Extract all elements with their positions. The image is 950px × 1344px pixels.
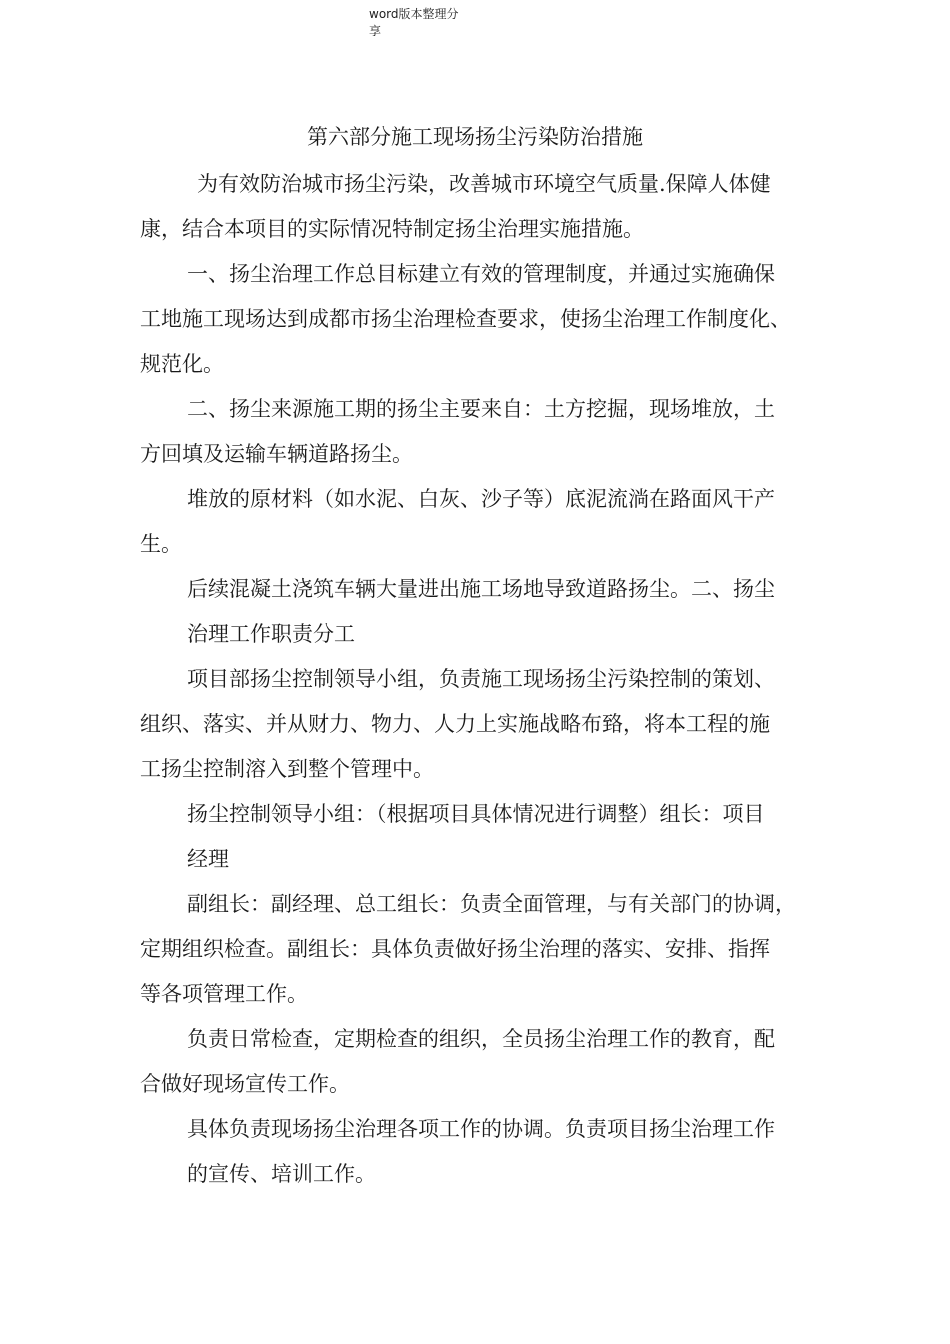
body-line: 工地施工现场达到成都市扬尘治理检查要求，使扬尘治理工作制度化、 (140, 307, 791, 331)
body-line: 副组长：副经理、总工组长：负责全面管理，与有关部门的协调， (187, 892, 796, 916)
body-line: 等各项管理工作。 (140, 982, 308, 1006)
body-line: 康，结合本项目的实际情况特制定扬尘治理实施措施。 (140, 217, 644, 241)
body-line: 合做好现场宣传工作。 (140, 1072, 350, 1096)
body-line: 经理 (187, 847, 229, 871)
document-title: 第六部分施工现场扬尘污染防治措施 (307, 125, 643, 149)
body-line: 扬尘控制领导小组：（根据项目具体情况进行调整）组长：项目 (187, 802, 765, 826)
body-line: 的宣传、培训工作。 (187, 1162, 376, 1186)
body-line: 工扬尘控制溶入到整个管理中。 (140, 757, 434, 781)
body-line: 为有效防治城市扬尘污染，改善城市环境空气质量.保障人体健 (197, 172, 771, 196)
body-line: 方回填及运输车辆道路扬尘。 (140, 442, 413, 466)
body-line: 项目部扬尘控制领导小组，负责施工现场扬尘污染控制的策划、 (187, 667, 775, 691)
body-line: 规范化。 (140, 352, 224, 376)
body-line: 生。 (140, 532, 182, 556)
body-line: 堆放的原材料（如水泥、白灰、沙子等）底泥流淌在路面风干产 (187, 487, 775, 511)
body-line: 具体负责现场扬尘治理各项工作的协调。负责项目扬尘治理工作 (187, 1117, 775, 1141)
body-line: 治理工作职责分工 (187, 622, 355, 646)
body-line: 后续混凝土浇筑车辆大量进出施工场地导致道路扬尘。二、扬尘 (187, 577, 775, 601)
header-line-1: word版本整理分 (369, 7, 459, 21)
body-line: 二、扬尘来源施工期的扬尘主要来自：土方挖掘，现场堆放，土 (187, 397, 775, 421)
header-line-2: 享 (369, 24, 382, 38)
body-line: 定期组织检查。副组长：具体负责做好扬尘治理的落实、安排、指挥 (140, 937, 770, 961)
body-line: 负责日常检查，定期检查的组织，全员扬尘治理工作的教育，配 (187, 1027, 775, 1051)
body-line: 一、扬尘治理工作总目标建立有效的管理制度，并通过实施确保 (187, 262, 775, 286)
body-line: 组织、落实、并从财力、物力、人力上实施战略布臵，将本工程的施 (140, 712, 770, 736)
page-header (369, 6, 489, 40)
